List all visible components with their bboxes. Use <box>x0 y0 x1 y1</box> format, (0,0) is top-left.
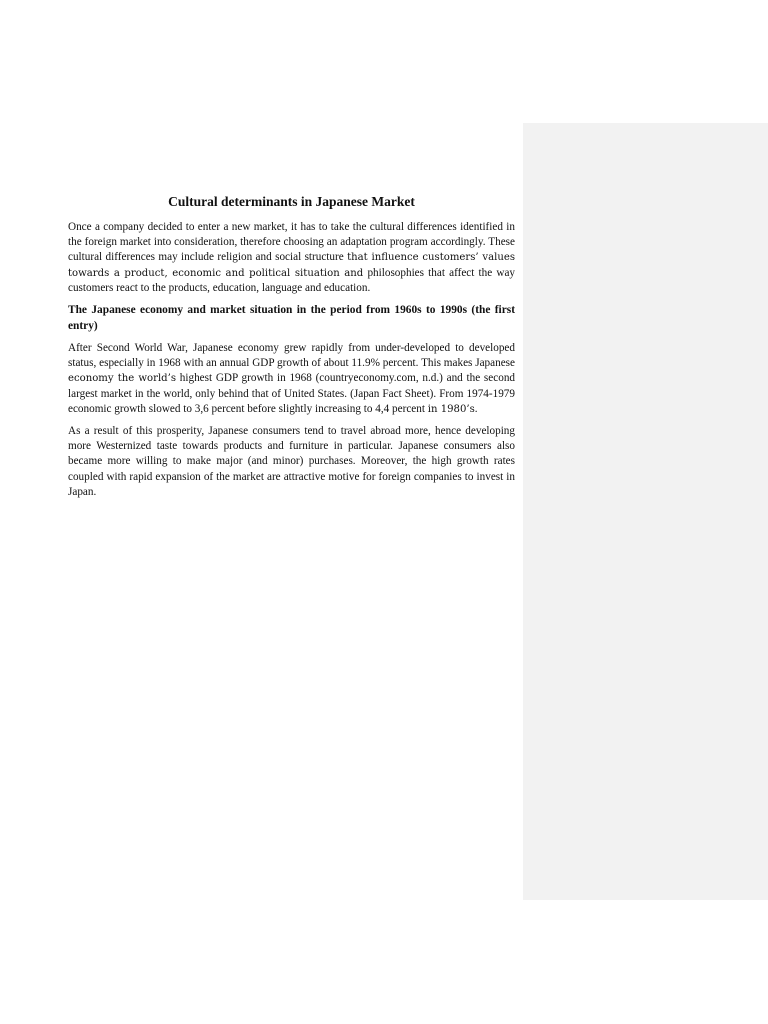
paragraph-economy-part-1: After Second World War, Japanese economy grew rapidly from under-developed to developed status, especially in 1968 with an annual GDP growth of about 11.9% percent. This makes Japanese <box>68 342 515 370</box>
paragraph-economy-part-3: highest GDP growth in 1968 (countryeconomy.com, n.d.) and the second largest market in the world, only behind that of United States. (Japan Fact Sheet). From 1974-1979 economic growth slowed to 3,6 percent before slightly increasing to 4,4 percent <box>68 372 516 415</box>
comment-pane <box>523 123 768 900</box>
paragraph-prosperity: As a result of this prosperity, Japanese consumers tend to travel abroad more, hence developing more Westernized taste towards products and furniture in particular. Japanese consumers also became more willing to make major (and minor) purchases. Moreover, the high growth rates coupled with rapid expansion of the market are attractive motive for foreign companies to invest in Japan. <box>68 425 515 498</box>
paragraph-economy-part-5: . <box>474 402 478 415</box>
document-title: Cultural determinants in Japanese Market <box>168 194 415 209</box>
section-heading: The Japanese economy and market situation in the period from 1960s to 1990s (the first entry) <box>68 304 515 332</box>
document-body <box>68 193 515 507</box>
paragraph-intro <box>68 220 515 296</box>
paragraph-intro-part-1: Once a company decided to enter a new market, it has to take the cultural differences identified in the foreign market into consideration, therefore choosing an adaptation program accordingly. These cultural differences may include religion and social structure <box>68 221 515 264</box>
paragraph-intro-part-3: philosophies that affect the way customers react to the products, education, language and education. <box>68 266 515 294</box>
paragraph-economy <box>68 341 515 417</box>
paragraph-intro-part-2: that influence customers’ values towards a product, economic and political situation and <box>68 252 515 279</box>
paragraph-economy-part-4: in 1980’s <box>427 403 475 415</box>
paragraph-economy-part-2: economy the world’s <box>68 373 177 385</box>
